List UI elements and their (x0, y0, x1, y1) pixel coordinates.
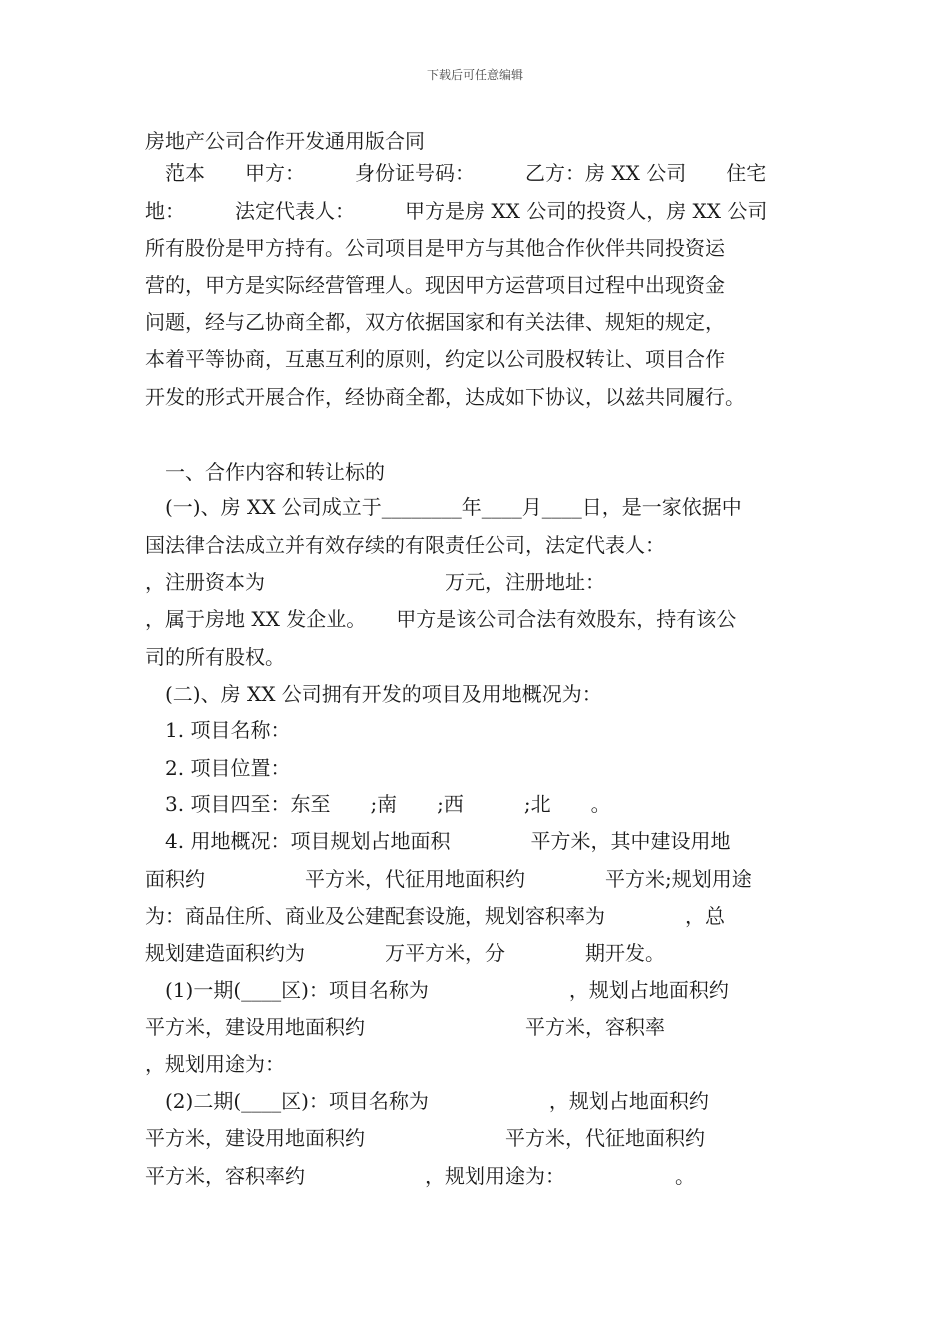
paragraph-line: ，注册资本为 万元，注册地址： (145, 570, 605, 594)
list-item: 3. 项目四至：东至 ;南 ;西 ;北 。 (145, 792, 611, 816)
paragraph-line: 平方米，建设用地面积约 平方米，容积率 (145, 1015, 665, 1039)
paragraph-line: (一)、房 XX 公司成立于________年____月____日，是一家依据中 (145, 495, 742, 519)
paragraph-line: 范本 甲方： 身份证号码： 乙方：房 XX 公司 住宅 (145, 161, 767, 185)
paragraph-line: 为：商品住所、商业及公建配套设施，规划容积率为 ，总 (145, 904, 725, 928)
section-heading: 一、合作内容和转让标的 (145, 460, 385, 484)
list-item: (1)一期(____区)：项目名称为 ，规划占地面积约 (145, 978, 729, 1002)
page-header: 下载后可任意编辑 (426, 68, 523, 82)
document-title: 房地产公司合作开发通用版合同 (145, 129, 425, 153)
paragraph-line: 营的，甲方是实际经营管理人。现因甲方运营项目过程中出现资金 (145, 273, 725, 297)
paragraph-line: ，规划用途为： (145, 1052, 285, 1076)
paragraph-line: 平方米，建设用地面积约 平方米，代征地面积约 (145, 1126, 705, 1150)
paragraph-line: ，属于房地 XX 发企业。 甲方是该公司合法有效股东，持有该公 (145, 607, 737, 631)
list-item: 4. 用地概况：项目规划占地面积 平方米，其中建设用地 (145, 829, 731, 853)
list-item: (2)二期(____区)：项目名称为 ，规划占地面积约 (145, 1089, 709, 1113)
paragraph-line: 平方米，容积率约 ，规划用途为： 。 (145, 1164, 695, 1188)
paragraph-line: 问题，经与乙协商全都，双方依据国家和有关法律、规矩的规定， (145, 310, 725, 334)
paragraph-line: 国法律合法成立并有效存续的有限责任公司，法定代表人： (145, 533, 665, 557)
paragraph-line: 规划建造面积约为 万平方米，分 期开发。 (145, 941, 665, 965)
paragraph-line: 本着平等协商，互惠互利的原则，约定以公司股权转让、项目合作 (145, 347, 725, 371)
paragraph-line: (二)、房 XX 公司拥有开发的项目及用地概况为： (145, 682, 602, 706)
paragraph-line: 所有股份是甲方持有。公司项目是甲方与其他合作伙伴共同投资运 (145, 236, 725, 260)
list-item: 1. 项目名称： (145, 718, 291, 742)
paragraph-line: 面积约 平方米，代征用地面积约 平方米;规划用途 (145, 867, 752, 891)
paragraph-line: 地： 法定代表人： 甲方是房 XX 公司的投资人，房 XX 公司 (145, 199, 768, 223)
paragraph-line: 司的所有股权。 (145, 645, 285, 669)
paragraph-line: 开发的形式开展合作，经协商全都，达成如下协议，以兹共同履行。 (145, 385, 745, 409)
list-item: 2. 项目位置： (145, 756, 291, 780)
